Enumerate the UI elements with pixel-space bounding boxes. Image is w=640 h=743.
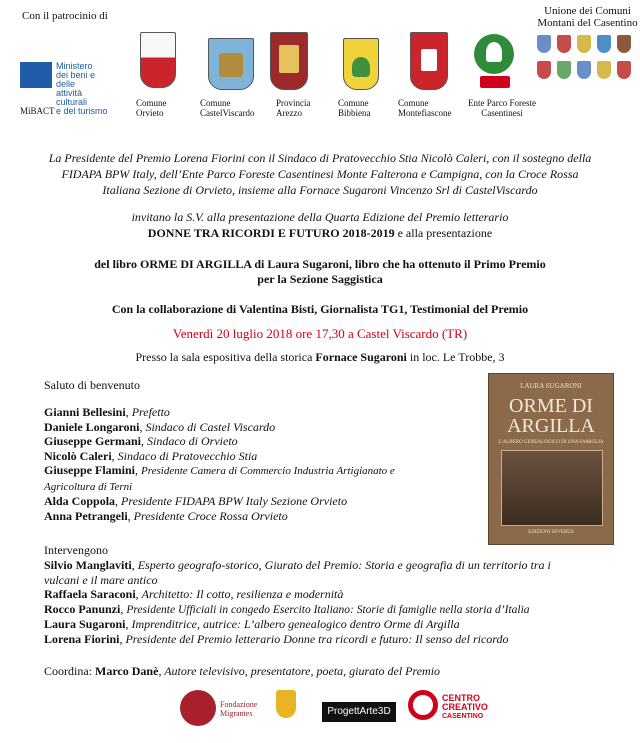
invite-line-1: invitano la S.V. alla presentazione della Quarta Edizione del Premio letterario	[131, 210, 509, 224]
book-photo-image	[501, 450, 603, 526]
list-item: vulcani e il mare antico	[44, 572, 158, 587]
list-item: Nicolò Caleri, Sindaco di Pratovecchio Stia	[44, 448, 258, 463]
speakers-heading: Intervengono	[44, 543, 108, 557]
orvieto-crest-icon	[140, 32, 176, 88]
unione-crest-7-icon	[557, 61, 571, 79]
list-item: Laura Sugaroni, Imprenditrice, autrice: L’albero genealogico dentro Orme di Argilla	[44, 617, 460, 631]
list-item: Lorena Fiorini, Presidente del Premio letterario Donne tra ricordi e futuro: Il senso del ricordo	[44, 631, 509, 646]
invite-line-2: DONNE TRA RICORDI E FUTURO 2018-2019 e alla presentazione	[147, 226, 493, 240]
mibact-line-4: e del turismo	[56, 106, 108, 116]
montefiascone-crest-icon	[410, 32, 448, 90]
centro-creativo-logo-icon	[408, 690, 438, 720]
book-publisher: EDIZIONI SEVERUS	[528, 530, 574, 535]
progettarte-text: ProgettArte3D	[327, 706, 391, 717]
unione-crest-5-icon	[617, 35, 631, 53]
collaboration-line: Con la collaborazione di Valentina Bisti, Giornalista TG1, Testimonial del Premio	[111, 302, 529, 316]
bibbiena-crest-icon	[343, 38, 379, 90]
unione-crest-1-icon	[537, 35, 551, 53]
mibact-emblem-icon	[20, 62, 52, 88]
logo-caption-parco: Ente Parco Foreste Casentinesi	[468, 98, 536, 118]
logo-caption-orvieto: Comune Orvieto	[136, 98, 167, 118]
mibact-line-3: attività culturali	[56, 88, 88, 107]
unione-crest-4-icon	[597, 35, 611, 53]
mibact-line-1: Ministero	[56, 61, 93, 71]
unione-crest-8-icon	[577, 61, 591, 79]
logo-caption-arezzo: Provincia Arezzo	[276, 98, 311, 118]
book-line-2: per la Sezione Saggistica	[257, 272, 383, 286]
coordina-line: Coordina: Marco Danè, Autore televisivo, presentatore, poeta, giurato del Premio	[44, 664, 441, 678]
list-item: Giuseppe Flamini, Presidente Camera di Commercio Industria Artigianato e	[44, 463, 395, 477]
patronage-label: Con il patrocinio di	[22, 10, 108, 22]
list-item: Daniele Longaroni, Sindaco di Castel Viscardo	[44, 419, 276, 434]
list-item: Gianni Bellesini, Prefetto	[44, 405, 170, 419]
book-title-2: ARGILLA	[507, 415, 595, 437]
castelviscardo-crest-icon	[208, 38, 254, 90]
prize-title: DONNE TRA RICORDI E FUTURO 2018-2019	[147, 226, 395, 240]
unione-crest-3-icon	[577, 35, 591, 53]
welcome-heading: Saluto di benvenuto	[44, 378, 140, 392]
book-title-1: ORME DI	[509, 395, 593, 417]
intro-line-3: Italiana Sezione di Orvieto, insieme alla Fornace Sugaroni Vincenzo Srl di CastelViscardo	[102, 183, 538, 197]
logo-caption-bibbiena: Comune Bibbiena	[338, 98, 371, 118]
unione-crest-6-icon	[537, 61, 551, 79]
arezzo-crest-icon	[270, 32, 308, 90]
mibact-line-2: dei beni e delle	[56, 70, 96, 89]
list-item: Silvio Manglaviti, Esperto geografo-storico, Giurato del Premio: Storia e geografia di un territorio tra i	[44, 558, 551, 572]
yellow-emblem-logo-icon	[276, 690, 296, 718]
speakers-list	[44, 558, 551, 646]
list-item: Agricoltura di Terni	[44, 480, 133, 493]
list-item: Rocco Panunzi, Presidente Ufficiali in congedo Esercito Italiano: Storie di famiglie nella storia d’Italia	[44, 601, 530, 616]
unione-crest-9-icon	[597, 61, 611, 79]
unione-line-1: Unione dei Comuni	[544, 5, 631, 17]
list-item: Giuseppe Germani, Sindaco di Orvieto	[44, 434, 238, 448]
mibact-caption: MiBACT	[20, 106, 55, 116]
unione-crest-10-icon	[617, 61, 631, 79]
fondazione-migrantes-text: Fondazione Migrantes	[220, 700, 258, 718]
event-date: Venerdì 20 luglio 2018 ore 17,30 a Castel Viscardo (TR)	[172, 326, 468, 341]
book-cover-image	[488, 373, 614, 545]
unione-line-2: Montani del Casentino	[537, 17, 638, 29]
list-item: Alda Coppola, Presidente FIDAPA BPW Italy Sezione Orvieto	[44, 494, 348, 508]
intro-line-1: La Presidente del Premio Lorena Fiorini con il Sindaco di Pratovecchio Stia Nicolò Caleri, con il sostegno della	[48, 151, 592, 165]
parco-foreste-logo-icon	[474, 34, 514, 74]
unione-crests-grid	[535, 33, 640, 103]
venue-line: Presso la sala espositiva della storica Fornace Sugaroni in loc. Le Trobbe, 3	[135, 350, 505, 364]
parco-red-badge	[480, 76, 510, 88]
unione-comuni-block	[535, 5, 640, 103]
mibact-logo	[20, 61, 115, 116]
list-item: Raffaela Saraconi, Architetto: Il cotto, resilienza e modernità	[44, 587, 344, 601]
logo-caption-montefiascone: Comune Montefiascone	[398, 98, 452, 118]
fondazione-migrantes-logo-icon	[180, 690, 216, 726]
intro-line-2: FIDAPA BPW Italy, dell’Ente Parco Foreste Casentinesi Monte Falterona e Campigna, con la Croce Rossa	[61, 167, 579, 181]
unione-crest-2-icon	[557, 35, 571, 53]
centro-creativo-text: CENTRO CREATIVO CASENTINO	[442, 693, 488, 720]
list-item: Anna Petrangeli, Presidente Croce Rossa Orvieto	[44, 508, 288, 523]
welcome-list	[44, 405, 395, 523]
book-line-1: del libro ORME DI ARGILLA di Laura Sugaroni, libro che ha ottenuto il Primo Premio	[94, 257, 546, 271]
book-subtitle: L’ALBERO GENEALOGICO DI UNA FAMIGLIA	[498, 440, 604, 445]
book-author: LAURA SUGARONI	[520, 382, 582, 390]
logo-caption-castelviscardo: Comune CastelViscardo	[200, 98, 255, 118]
progettarte-logo	[322, 702, 396, 722]
